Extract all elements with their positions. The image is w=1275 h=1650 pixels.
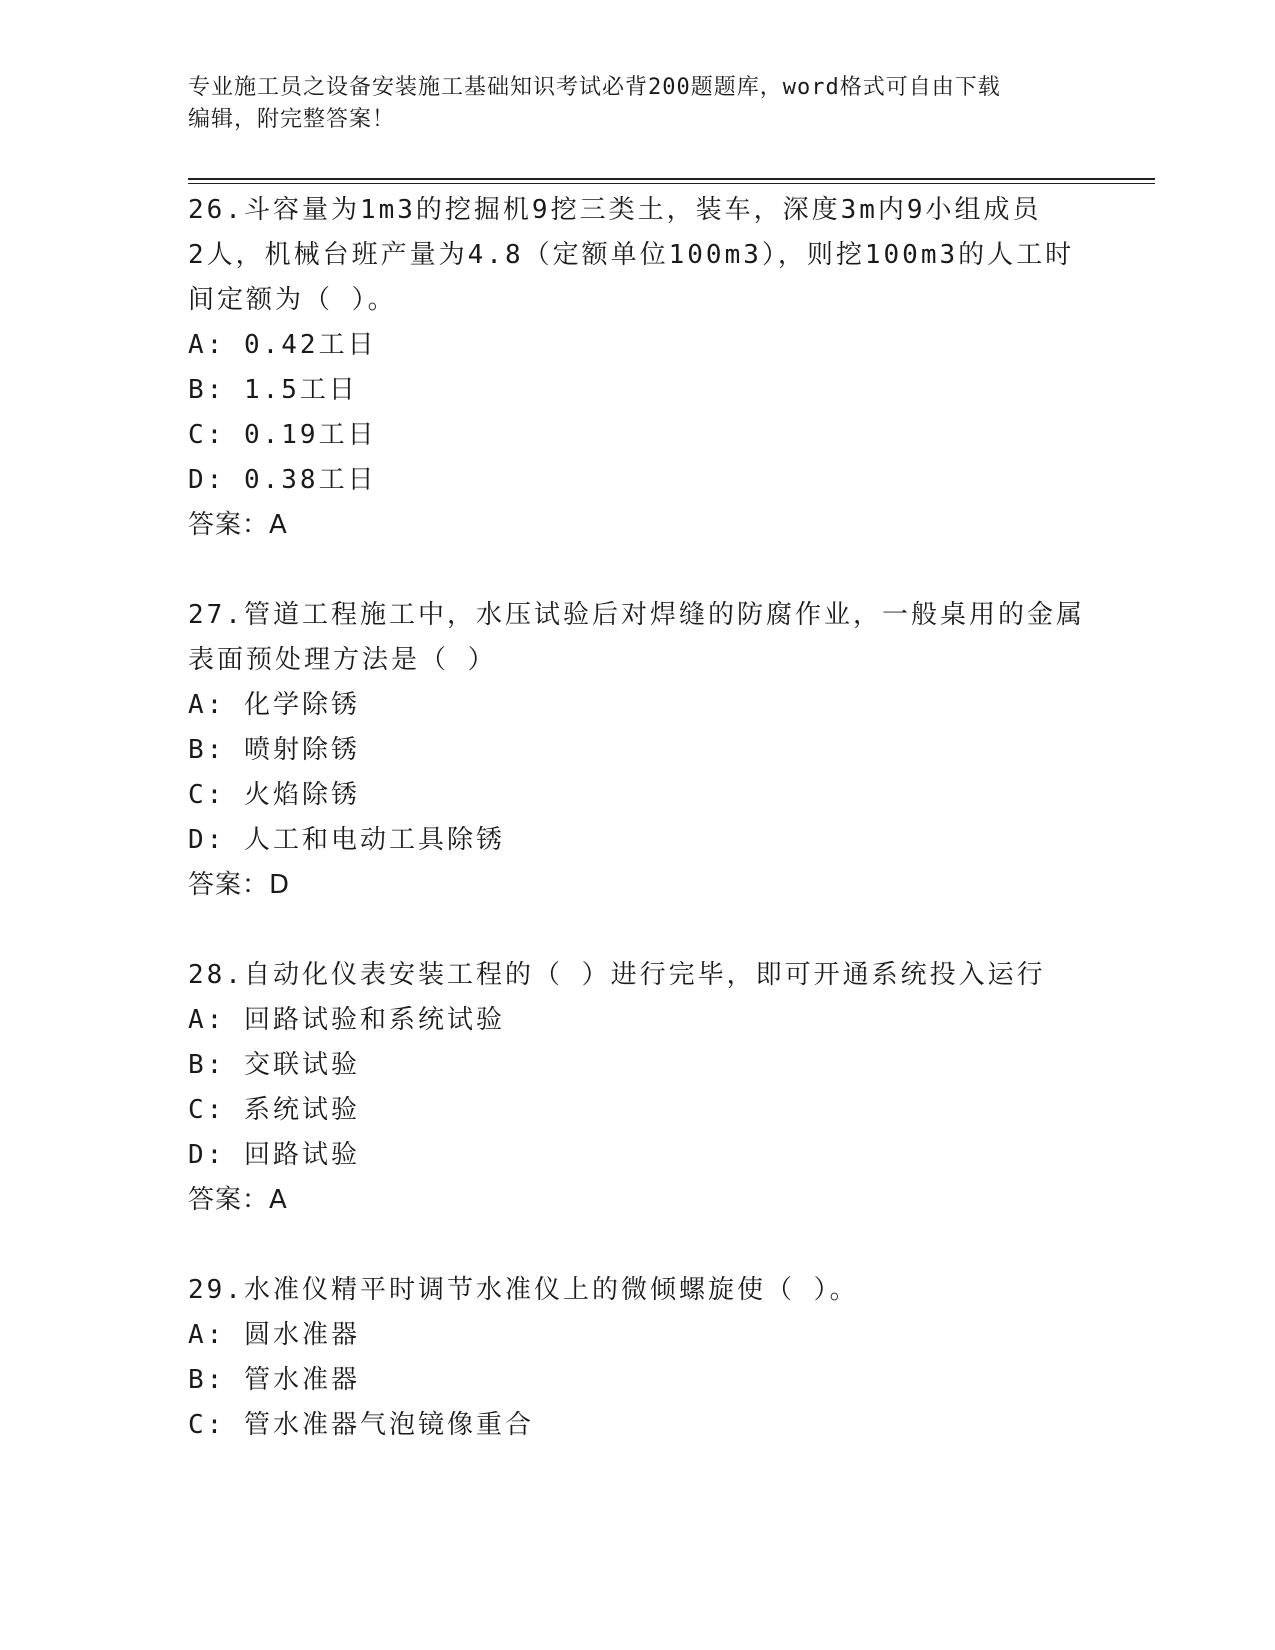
- option-a: A: 回路试验和系统试验: [188, 1005, 505, 1035]
- header-rule-thin: [188, 183, 1155, 184]
- question-spacer: [188, 908, 1088, 953]
- question-27: [188, 593, 1088, 908]
- option-c: C: 管水准器气泡镜像重合: [188, 1410, 534, 1440]
- option-c: C: 0.19工日: [188, 420, 377, 450]
- question-26: [188, 188, 1088, 548]
- question-29: [188, 1268, 1088, 1448]
- question-stem-line: 间定额为（ ）。: [188, 285, 397, 315]
- option-b: B: 交联试验: [188, 1050, 360, 1080]
- question-list: [188, 188, 1088, 1448]
- question-stem-line: 29.水准仪精平时调节水准仪上的微倾螺旋使（ ）。: [188, 1275, 859, 1305]
- answer-line: 答案：D: [188, 870, 291, 900]
- question-spacer: [188, 1223, 1088, 1268]
- header-line-2: 编辑，附完整答案！: [188, 107, 396, 132]
- question-stem-line: 表面预处理方法是（ ）: [188, 645, 497, 675]
- option-b: B: 管水准器: [188, 1365, 360, 1395]
- option-a: A: 圆水准器: [188, 1320, 360, 1350]
- option-d: D: 回路试验: [188, 1140, 360, 1170]
- option-d: D: 0.38工日: [188, 465, 377, 495]
- document-header: [188, 72, 1088, 136]
- header-rule-thick: [188, 178, 1155, 180]
- option-a: A: 0.42工日: [188, 330, 377, 360]
- question-28: [188, 953, 1088, 1223]
- answer-line: 答案：A: [188, 510, 288, 540]
- header-line-1: 专业施工员之设备安装施工基础知识考试必背200题题库，word格式可自由下载: [188, 75, 1001, 100]
- option-d: D: 人工和电动工具除锈: [188, 825, 505, 855]
- question-spacer: [188, 548, 1088, 593]
- option-b: B: 喷射除锈: [188, 735, 360, 765]
- answer-line: 答案：A: [188, 1185, 288, 1215]
- option-c: C: 火焰除锈: [188, 780, 360, 810]
- question-stem-line: 2人，机械台班产量为4.8（定额单位100m3），则挖100m3的人工时: [188, 240, 1075, 270]
- option-b: B: 1.5工日: [188, 375, 358, 405]
- question-stem-line: 27.管道工程施工中，水压试验后对焊缝的防腐作业，一般桌用的金属: [188, 600, 1085, 630]
- question-stem-line: 28.自动化仪表安装工程的（ ）进行完毕，即可开通系统投入运行: [188, 960, 1046, 990]
- option-a: A: 化学除锈: [188, 690, 360, 720]
- question-stem-line: 26.斗容量为1m3的挖掘机9挖三类土，装车，深度3m内9小组成员: [188, 195, 1042, 225]
- option-c: C: 系统试验: [188, 1095, 360, 1125]
